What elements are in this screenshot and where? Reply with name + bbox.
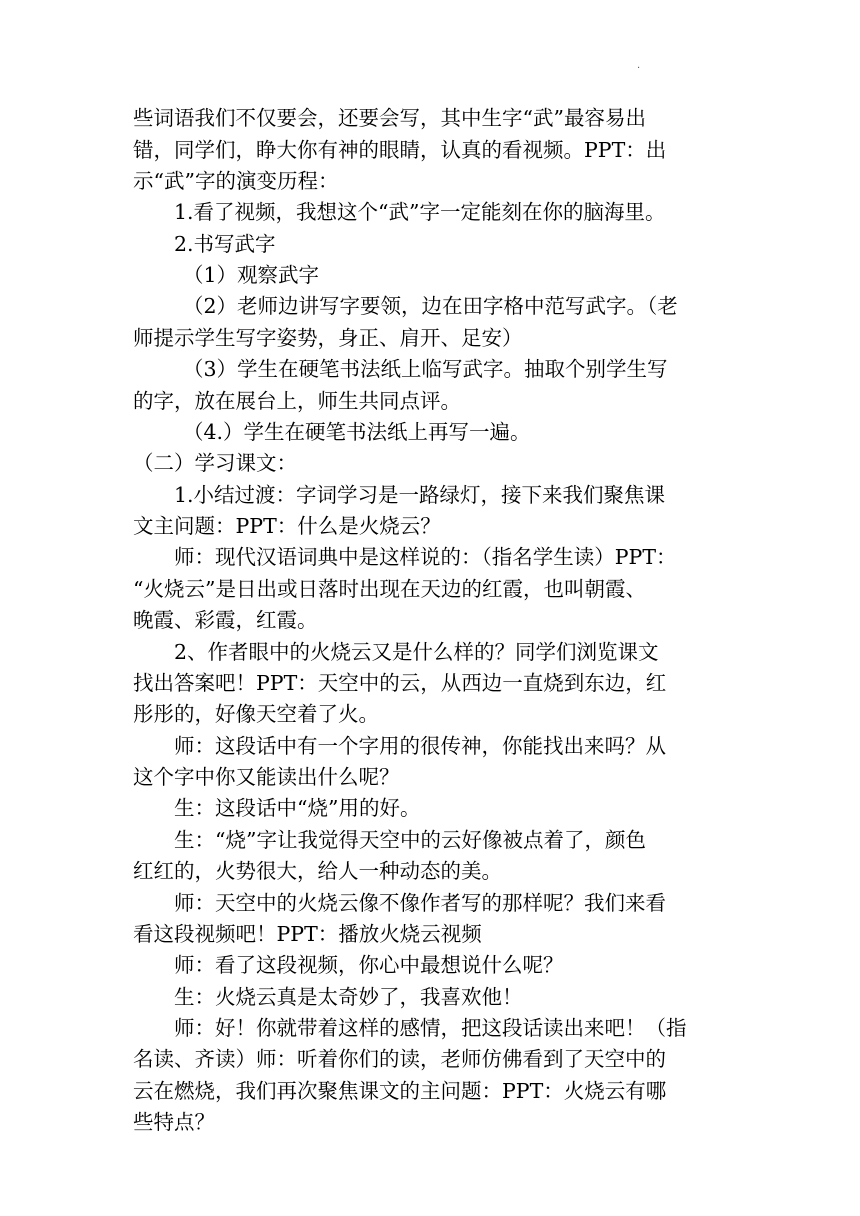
text-line: 生：这段话中“烧”用的好。 bbox=[174, 796, 421, 820]
section-heading: （二）学习课文： bbox=[133, 451, 297, 475]
text-line: 生：“烧”字让我觉得天空中的云好像被点着了，颜色 bbox=[174, 828, 646, 852]
text-line: 晚霞、彩霞，红霞。 bbox=[133, 608, 318, 632]
text-line: 师：这段话中有一个字用的很传神，你能找出来吗？从 bbox=[174, 734, 666, 758]
text-line: 看这段视频吧！PPT：播放火烧云视频 bbox=[133, 922, 482, 946]
header-mark: . bbox=[637, 60, 641, 71]
text-line: 示“武”字的演变历程： bbox=[133, 169, 339, 193]
text-line: 师提示学生写字姿势，身正、肩开、足安） bbox=[133, 326, 523, 350]
text-line: 生：火烧云真是太奇妙了，我喜欢他！ bbox=[174, 985, 523, 1009]
text-line: 些特点？ bbox=[133, 1110, 215, 1134]
text-line: 文主问题：PPT：什么是火烧云？ bbox=[133, 514, 441, 538]
text-line: 的字，放在展台上，师生共同点评。 bbox=[133, 389, 461, 413]
text-line: 云在燃烧，我们再次聚焦课文的主问题：PPT：火烧云有哪 bbox=[133, 1079, 667, 1103]
text-line: 2、作者眼中的火烧云又是什么样的？同学们浏览课文 bbox=[174, 640, 659, 664]
text-line: 些词语我们不仅要会，还要会写，其中生字“武”最容易出 bbox=[133, 106, 646, 130]
text-line: “火烧云”是日出或日落时出现在天边的红霞，也叫朝霞、 bbox=[133, 577, 646, 601]
text-line: 2.书写武字 bbox=[174, 232, 276, 256]
text-line: （1）观察武字 bbox=[183, 263, 320, 287]
text-line: 名读、齐读）师：听着你们的读，老师仿佛看到了天空中的 bbox=[133, 1047, 666, 1071]
text-line: （4.）学生在硬笔书法纸上再写一遍。 bbox=[183, 420, 531, 444]
text-line: （3）学生在硬笔书法纸上临写武字。抽取个别学生写 bbox=[183, 357, 668, 381]
text-line: 错，同学们，睁大你有神的眼睛，认真的看视频。PPT：出 bbox=[133, 138, 667, 162]
text-line: 师：现代汉语词典中是这样说的：（指名学生读）PPT： bbox=[174, 545, 677, 569]
text-line: （2）老师边讲写字要领，边在田字格中范写武字。（老 bbox=[183, 294, 678, 318]
text-line: 师：看了这段视频，你心中最想说什么呢？ bbox=[174, 953, 564, 977]
text-line: 师：好！你就带着这样的感情，把这段话读出来吧！（指 bbox=[174, 1016, 687, 1040]
text-line: 找出答案吧！PPT：天空中的云，从西边一直烧到东边，红 bbox=[133, 671, 667, 695]
text-line: 红红的，火势很大，给人一种动态的美。 bbox=[133, 859, 502, 883]
text-line: 1.看了视频，我想这个“武”字一定能刻在你的脑海里。 bbox=[174, 200, 666, 224]
text-line: 这个字中你又能读出什么呢？ bbox=[133, 765, 400, 789]
text-line: 1.小结过渡：字词学习是一路绿灯，接下来我们聚焦课 bbox=[174, 483, 666, 507]
text-line: 彤彤的，好像天空着了火。 bbox=[133, 702, 379, 726]
text-line: 师：天空中的火烧云像不像作者写的那样呢？我们来看 bbox=[174, 891, 666, 915]
